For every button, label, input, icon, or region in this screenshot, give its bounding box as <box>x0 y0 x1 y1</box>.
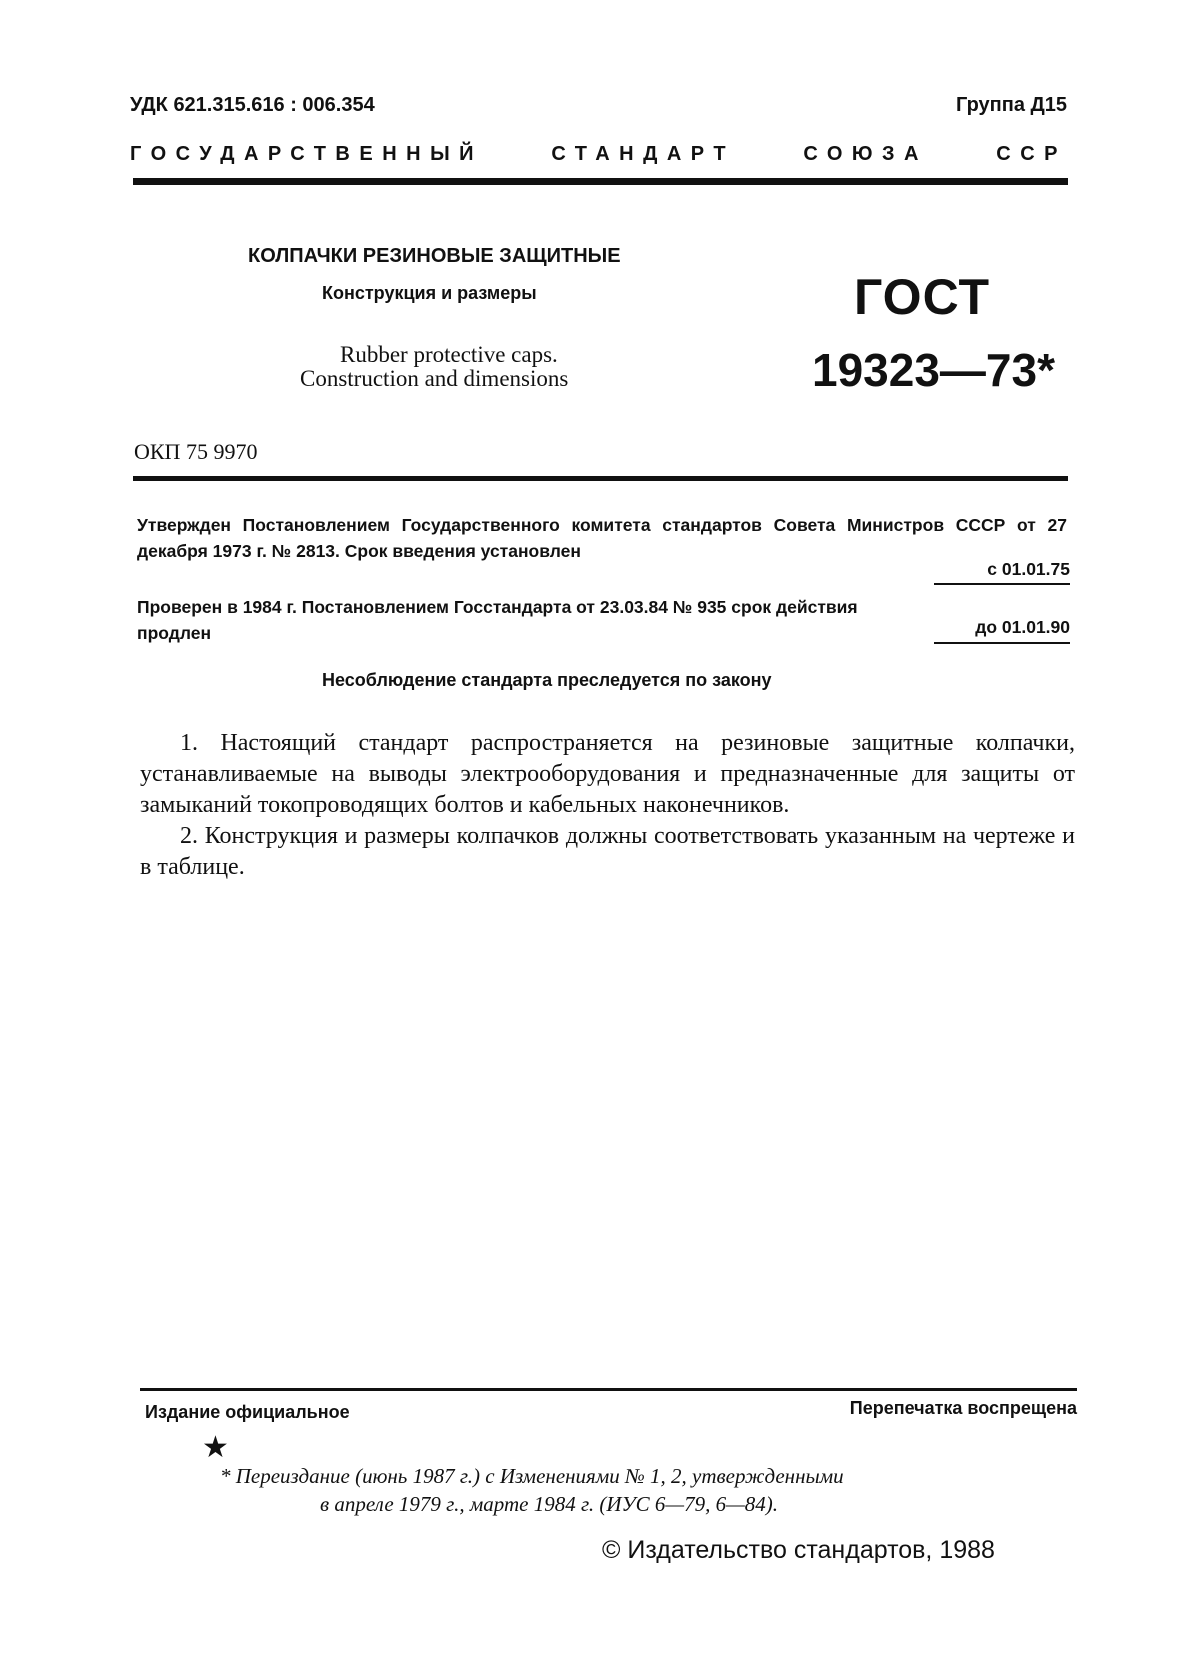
paragraph-1: 1. Настоящий стандарт распространяется на резиновые защитные колпачки, устанавливаемые на выводы электрооборудования и предназначенные для защиты от замыканий токопроводящих болтов и кабельных наконечников. <box>140 730 1075 818</box>
effective-date: с 01.01.75 <box>987 559 1070 579</box>
state-standard-word-1: ГОСУДАРСТВЕННЫЙ <box>130 143 484 165</box>
gost-number: 19323—73* <box>812 344 1055 396</box>
state-standard-heading <box>130 143 1067 166</box>
udk-code: УДК 621.315.616 : 006.354 <box>130 94 375 116</box>
state-standard-word-3: СОЮЗА <box>803 143 928 165</box>
copyright: © Издательство стандартов, 1988 <box>602 1536 995 1564</box>
title-rule <box>133 476 1068 481</box>
group-code: Группа Д15 <box>956 94 1067 116</box>
footer-rule <box>140 1388 1077 1391</box>
paragraph-2: 2. Конструкция и размеры колпачков должны соответствовать указанным на чертеже и в таблице. <box>140 823 1075 880</box>
title-en-line1: Rubber protective caps. <box>340 342 558 367</box>
reprint-note-line1: * Переиздание (июнь 1987 г.) с Изменениями № 1, 2, утвержденными <box>220 1464 844 1488</box>
star-icon: ★ <box>202 1431 229 1464</box>
reprint-prohibited: Перепечатка воспрещена <box>849 1398 1077 1418</box>
title-ru: КОЛПАЧКИ РЕЗИНОВЫЕ ЗАЩИТНЫЕ <box>248 245 621 267</box>
expiry-date: до 01.01.90 <box>975 617 1070 637</box>
subtitle-ru: Конструкция и размеры <box>322 283 537 303</box>
title-en-line2: Construction and dimensions <box>300 366 569 391</box>
reprint-note-line2: в апреле 1979 г., марте 1984 г. (ИУС 6—79, 6—84). <box>320 1492 778 1516</box>
penalty-notice: Несоблюдение стандарта преследуется по закону <box>322 670 772 690</box>
review-text: Проверен в 1984 г. Постановлением Госстандарта от 23.03.84 № 935 срок действия продлен <box>137 597 858 643</box>
approval-text: Утвержден Постановлением Государственного комитета стандартов Совета Министров СССР от 27 декабря 1973 г. № 2813. Срок введения установлен <box>137 515 1067 561</box>
body-text <box>140 728 1075 883</box>
expiry-date-underline <box>934 642 1070 644</box>
effective-date-underline <box>934 583 1070 585</box>
header-rule <box>133 178 1068 185</box>
state-standard-word-2: СТАНДАРТ <box>551 143 736 165</box>
state-standard-word-4: ССР <box>996 143 1067 165</box>
official-edition: Издание официальное <box>145 1402 350 1422</box>
okp-code: ОКП 75 9970 <box>134 439 258 464</box>
gost-label: ГОСТ <box>854 269 990 325</box>
